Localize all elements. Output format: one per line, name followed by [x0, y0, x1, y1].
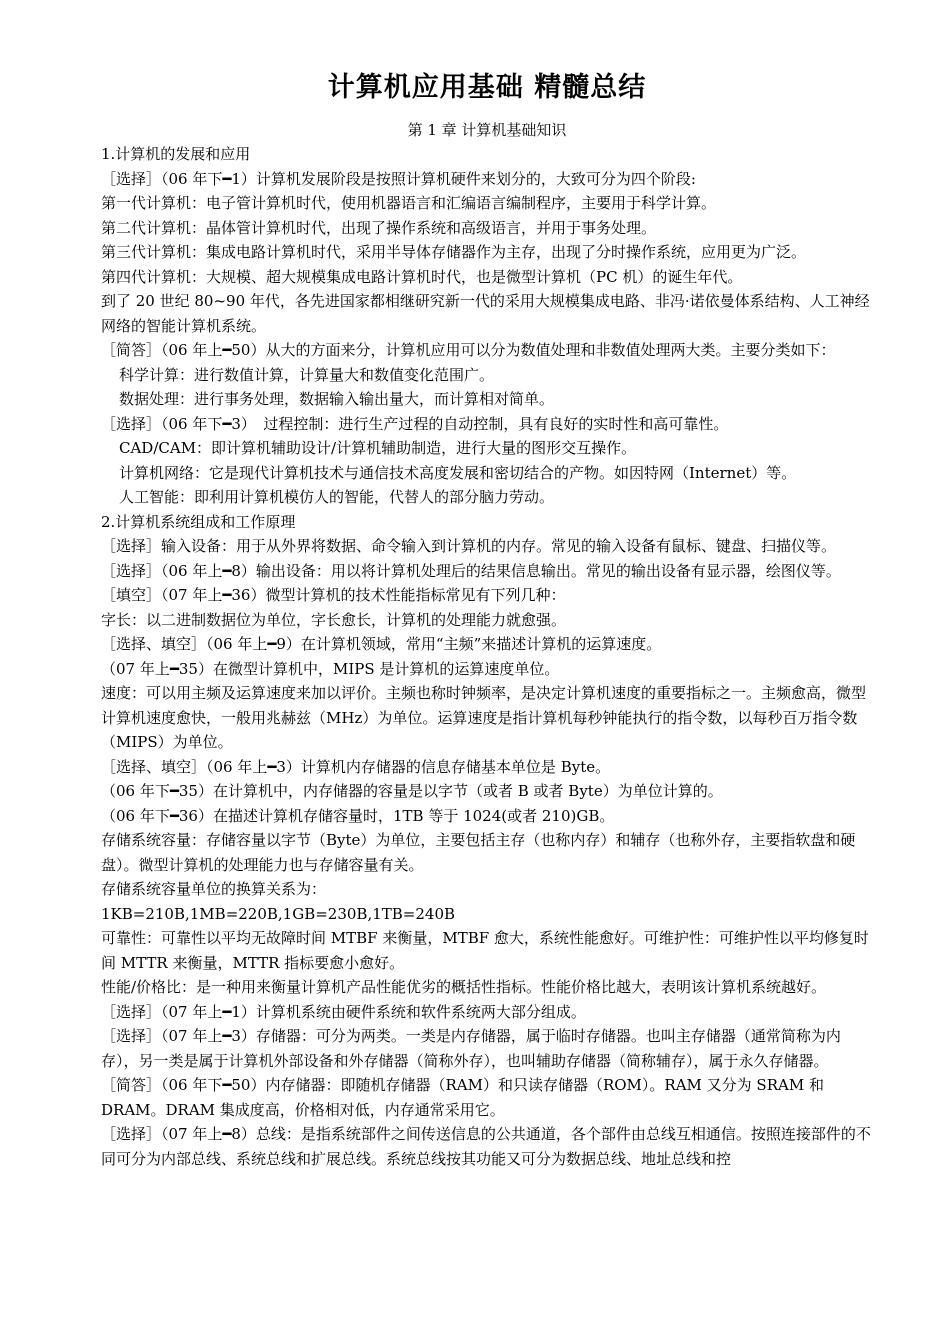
section-heading: 2.计算机系统组成和工作原理	[101, 512, 296, 531]
paragraph: 数据处理：进行事务处理，数据输入输出量大，而计算相对简单。	[119, 390, 555, 408]
paragraph: 速度：可以用主频及运算速度来加以评价。主频也称时钟频率，是决定计算机速度的重要指标之一。主频愈高，微型计算机速度愈快，一般用兆赫兹（MHz）为单位。运算速度是指计算机每秒钟能执行的指令数，以每秒百万指令数（MIPS）为单位。	[101, 684, 867, 751]
paragraph: 字长：以二进制数据位为单位，字长愈长，计算机的处理能力就愈强。	[101, 610, 567, 629]
paragraph: 第二代计算机：晶体管计算机时代，出现了操作系统和高级语言，并用于事务处理。	[101, 218, 657, 237]
paragraph: （06 年下━36）在描述计算机存储容量时，1TB 等于 1024(或者 210)GB。	[101, 806, 615, 825]
paragraph: ［选择］（07 年上━1）计算机系统由硬件系统和软件系统两大部分组成。	[101, 1002, 586, 1021]
paragraph: ［选择］（06 年上━8）输出设备：用以将计算机处理后的结果信息输出。常见的输出设备有显示器，绘图仪等。	[101, 561, 841, 580]
paragraph: 存储系统容量：存储容量以字节（Byte）为单位，主要包括主存（也称内存）和辅存（也称外存，主要指软盘和硬盘）。微型计算机的处理能力也与存储容量有关。	[101, 831, 856, 874]
paragraph: ［选择、填空］（06 年上━9）在计算机领域，常用“主频”来描述计算机的运算速度。	[101, 635, 662, 653]
paragraph: ［选择］（07 年上━3）存储器：可分为两类。一类是内存储器，属于临时存储器。也叫主存储器（通常简称为内存），另一类是属于计算机外部设备和外存储器（简称外存），也叫辅助存储器（简称辅存），属于永久存储器。	[101, 1027, 841, 1070]
paragraph: ［选择］（06 年下━1）计算机发展阶段是按照计算机硬件来划分的，大致可分为四个阶段:	[101, 169, 696, 188]
document-page	[101, 70, 873, 1171]
paragraph: 计算机网络：它是现代计算机技术与通信技术高度发展和密切结合的产物。如因特网（Internet）等。	[119, 463, 797, 482]
paragraph: 人工智能：即利用计算机模仿人的智能，代替人的部分脑力劳动。	[119, 488, 555, 506]
paragraph: ［选择］（07 年上━8）总线：是指系统部件之间传送信息的公共通道，各个部件由总线互相通信。按照连接部件的不同可分为内部总线、系统总线和扩展总线。系统总线按其功能又可分为数据总线、地址总线和控	[101, 1125, 871, 1168]
paragraph: （06 年下━35）在计算机中，内存储器的容量是以字节（或者 B 或者 Byte）为单位计算的。	[101, 782, 723, 800]
paragraph: （07 年上━35）在微型计算机中，MIPS 是计算机的运算速度单位。	[101, 659, 560, 678]
paragraph: 到了 20 世纪 80~90 年代，各先进国家都相继研究新一代的采用大规模集成电路、非冯·诺依曼体系结构、人工神经网络的智能计算机系统。	[101, 292, 870, 335]
section-heading: 1.计算机的发展和应用	[101, 145, 251, 163]
paragraph: 1KB=210B,1MB=220B,1GB=230B,1TB=240B	[101, 904, 456, 923]
paragraph: CAD/CAM：即计算机辅助设计/计算机辅助制造，进行大量的图形交互操作。	[119, 439, 637, 457]
paragraph: ［选择］输入设备：用于从外界将数据、命令输入到计算机的内存。常见的输入设备有鼠标、键盘、扫描仪等。	[101, 537, 837, 555]
paragraph: ［简答］（06 年上━50）从大的方面来分，计算机应用可以分为数值处理和非数值处理两大类。主要分类如下：	[101, 341, 836, 359]
paragraph: 可靠性：可靠性以平均无故障时间 MTBF 来衡量，MTBF 愈大，系统性能愈好。可维护性：可维护性以平均修复时间 MTTR 来衡量，MTTR 指标要愈小愈好。	[101, 929, 869, 972]
paragraph: ［填空］（07 年上━36）微型计算机的技术性能指标常见有下列几种：	[101, 586, 566, 604]
paragraph: 第四代计算机：大规模、超大规模集成电路计算机时代，也是微型计算机（PC 机）的诞生年代。	[101, 267, 743, 286]
paragraph: ［简答］（06 年下━50）内存储器：即随机存储器（RAM）和只读存储器（ROM）。RAM 又分为 SRAM 和 DRAM。DRAM 集成度高，价格相对低，内存通常采用它。	[101, 1076, 824, 1119]
chapter-heading: 第 1 章 计算机基础知识	[407, 121, 567, 139]
paragraph: 第一代计算机：电子管计算机时代，使用机器语言和汇编语言编制程序，主要用于科学计算。	[101, 194, 717, 212]
document-title: 计算机应用基础 精髓总结	[327, 72, 647, 103]
paragraph: ［选择］（06 年下━3） 过程控制：进行生产过程的自动控制，具有良好的实时性和高可靠性。	[101, 414, 729, 433]
paragraph: 存储系统容量单位的换算关系为：	[101, 880, 327, 898]
paragraph: 科学计算：进行数值计算，计算量大和数值变化范围广。	[119, 365, 495, 384]
paragraph: 第三代计算机：集成电路计算机时代，采用半导体存储器作为主存，出现了分时操作系统，应用更为广泛。	[101, 243, 807, 261]
paragraph: 性能/价格比：是一种用来衡量计算机产品性能优劣的概括性指标。性能价格比越大，表明该计算机系统越好。	[101, 978, 827, 996]
paragraph: ［选择、填空］（06 年上━3）计算机内存储器的信息存储基本单位是 Byte。	[101, 757, 611, 776]
